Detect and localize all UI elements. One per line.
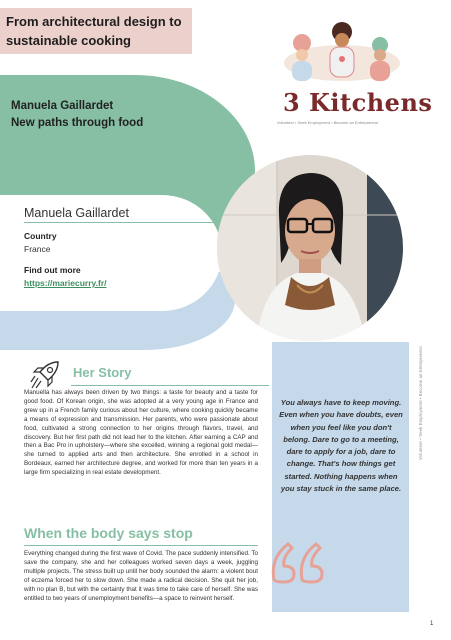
- rocket-icon: [28, 358, 62, 392]
- section2-heading: When the body says stop: [24, 525, 193, 541]
- her-story-heading: Her Story: [73, 365, 132, 380]
- her-story-body: Manuella has always been driven by two things: a taste for beauty and a taste for good food. Of Korean origin, she was adopted at a very young age in France and grew up in a French family curious about her culture, where cooking quickly became a means of expression and transmission. Her parents, who were passionate about food, cultivated a strong connection to her origins through flavors, travel, and discovery. But her first path did not lead her to the kitchen. After earning a CAP and then a Bac Pro in upholstery—where she excelled, winning a regional gold medal—she turned to applied arts and then architecture. She enrolled in a school in Bordeaux, earned her architecture degree, and worked for more than ten years in a large firm specializing in real estate development.: [24, 389, 258, 477]
- page-title: From architectural design to sustainable cooking: [6, 14, 182, 48]
- profile-name: Manuela Gaillardet: [24, 206, 129, 220]
- country-value: France: [24, 244, 51, 254]
- header-name: Manuela Gaillardet: [11, 100, 114, 112]
- quote-mark-icon: [270, 540, 326, 584]
- page-number: 1: [430, 621, 434, 627]
- more-label: Find out more: [24, 265, 81, 275]
- section2-body: Everything changed during the first wave of Covid. The pace suddenly intensified. To save the company, she and her colleagues worked seven days a week, juggling multiple projects. The stress built up until her body sounded the alarm: a violent bout of eczema forced her to slow down. She made a radical decision. She quit her job, with no plan B, but with the certainty that it was time to take care of herself. She was entitled to two years of unemployment benefits—a space to reinvent herself.: [24, 550, 258, 602]
- vertical-tagline: Volunteer • Seek Employment • Become an Entrepreneur: [418, 346, 423, 460]
- website-link[interactable]: https://mariecurry.fr/: [24, 278, 107, 288]
- her-story-divider: [71, 385, 269, 386]
- portrait-image: [217, 155, 403, 341]
- logo-tagline: Volunteer • Seek Employment • Become an Entrepreneur: [277, 120, 379, 125]
- section2-divider: [24, 545, 258, 546]
- header-text: [11, 98, 143, 132]
- header-subtitle: New paths through food: [11, 117, 144, 129]
- chefs-illustration-icon: [282, 15, 402, 85]
- country-label: Country: [24, 231, 57, 241]
- quote-text: You always have to keep moving. Even when you have doubts, even when you feel like you don't belong. Dare to go to a meeting, dare to apply for a job, dare to change. That's how things get started. Nothing happens when you stay stuck in the same place.: [279, 398, 403, 494]
- logo-title: 3 Kitchens: [283, 88, 433, 117]
- profile-divider: [24, 222, 214, 223]
- portrait-photo: [217, 155, 403, 341]
